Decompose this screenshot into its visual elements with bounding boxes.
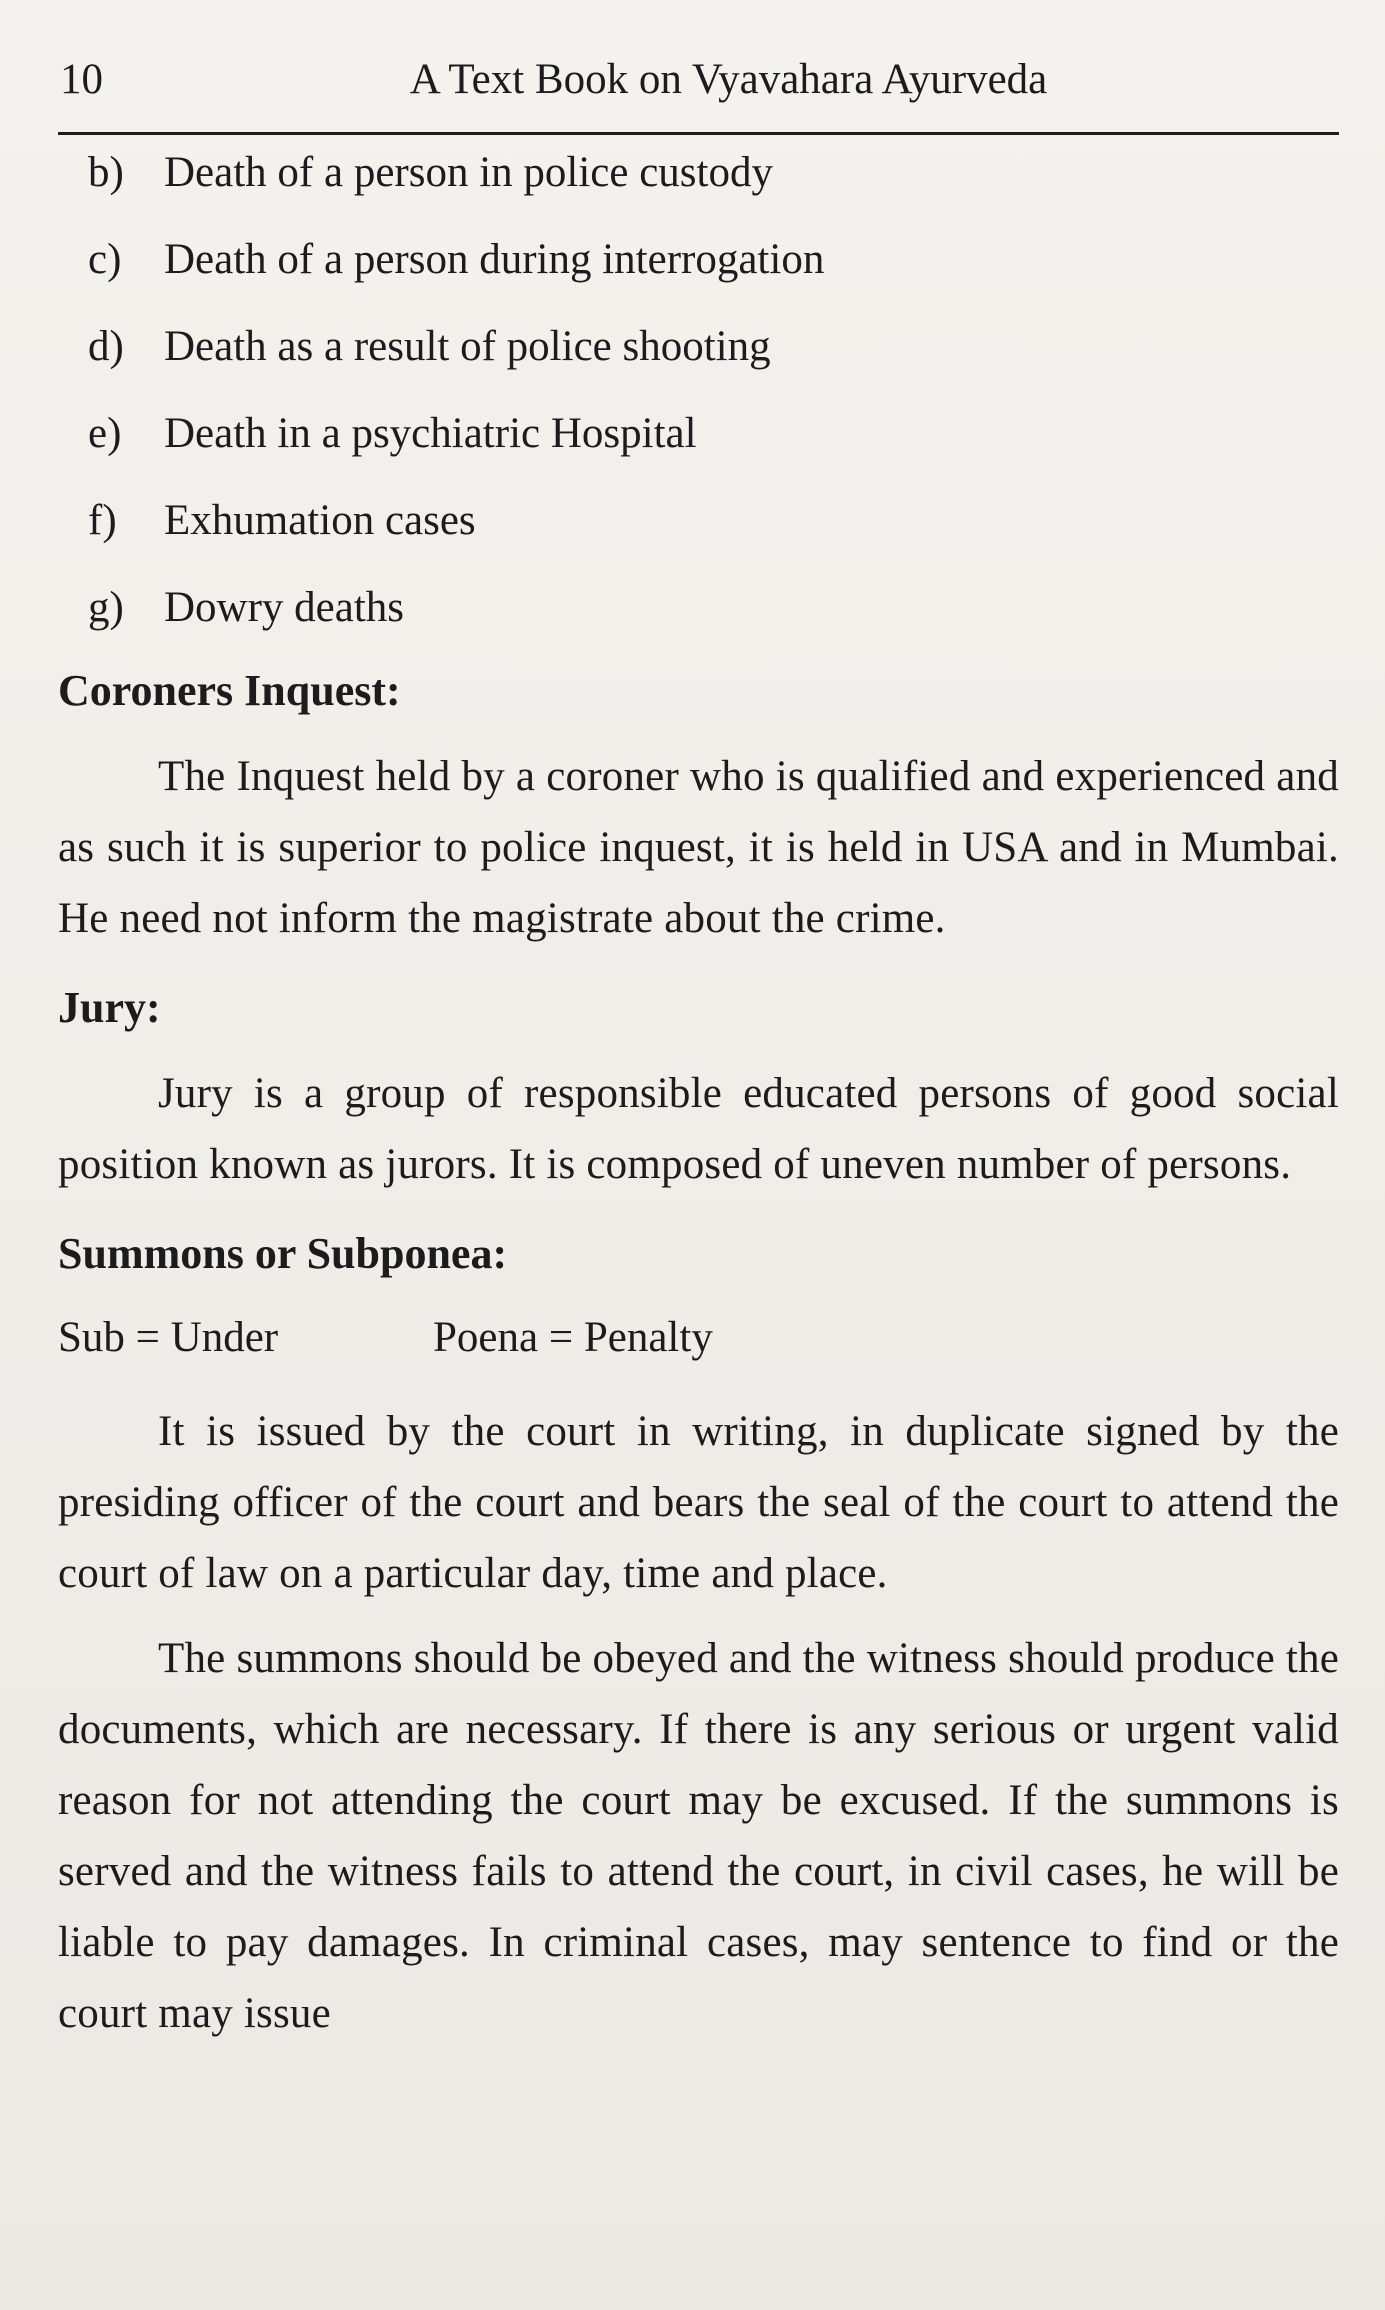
coroners-inquest-paragraph: The Inquest held by a coroner who is qualified and experienced and as such it is superior to police inquest, it is held in USA and in Mumbai. He need not inform the magistrate about the crime. xyxy=(58,753,1339,942)
list-item xyxy=(58,129,1339,216)
page-header xyxy=(58,0,1339,135)
list-marker: e) xyxy=(88,410,122,457)
list-item xyxy=(58,216,1339,303)
list-item-text: Death in a psychiatric Hospital xyxy=(164,410,697,457)
list-marker: d) xyxy=(88,323,124,370)
summons-paragraph-1: It is issued by the court in writing, in duplicate signed by the presiding officer of the court and bears the seal of the court to attend the court of law on a particular day, time and place. xyxy=(58,1408,1339,1597)
summons-heading: Summons or Subponea: xyxy=(58,1229,508,1278)
list-marker: f) xyxy=(88,497,117,544)
list-marker: g) xyxy=(88,584,124,631)
etymology-row xyxy=(58,1308,1339,1368)
list-item xyxy=(58,477,1339,564)
list-item-text: Exhumation cases xyxy=(164,497,476,544)
list-item xyxy=(58,564,1339,651)
jury-heading: Jury: xyxy=(58,983,161,1032)
list-item xyxy=(58,390,1339,477)
running-title: A Text Book on Vyavahara Ayurveda xyxy=(409,56,1048,103)
death-cases-list xyxy=(58,129,1339,651)
list-item-text: Death of a person in police custody xyxy=(164,149,773,196)
coroners-inquest-heading: Coroners Inquest: xyxy=(58,666,401,715)
etymology-sub: Sub = Under xyxy=(58,1314,279,1361)
list-item-text: Dowry deaths xyxy=(164,584,405,631)
list-marker: c) xyxy=(88,236,122,283)
list-item xyxy=(58,303,1339,390)
summons-paragraph-2: The summons should be obeyed and the witness should produce the documents, which are necessary. If there is any serious or urgent valid reason for not attending the court may be excused. If the summons is served and the witness fails to attend the court, in civil cases, he will be liable to pay damages. In criminal cases, may sentence to find or the court may issue xyxy=(58,1635,1339,2037)
etymology-poena: Poena = Penalty xyxy=(433,1314,713,1361)
jury-paragraph: Jury is a group of responsible educated persons of good social position known as jurors. It is composed of uneven number of persons. xyxy=(58,1070,1339,1188)
list-item-text: Death as a result of police shooting xyxy=(164,323,771,370)
list-item-text: Death of a person during interrogation xyxy=(164,236,825,283)
list-marker: b) xyxy=(88,149,124,196)
page-number: 10 xyxy=(60,56,103,103)
